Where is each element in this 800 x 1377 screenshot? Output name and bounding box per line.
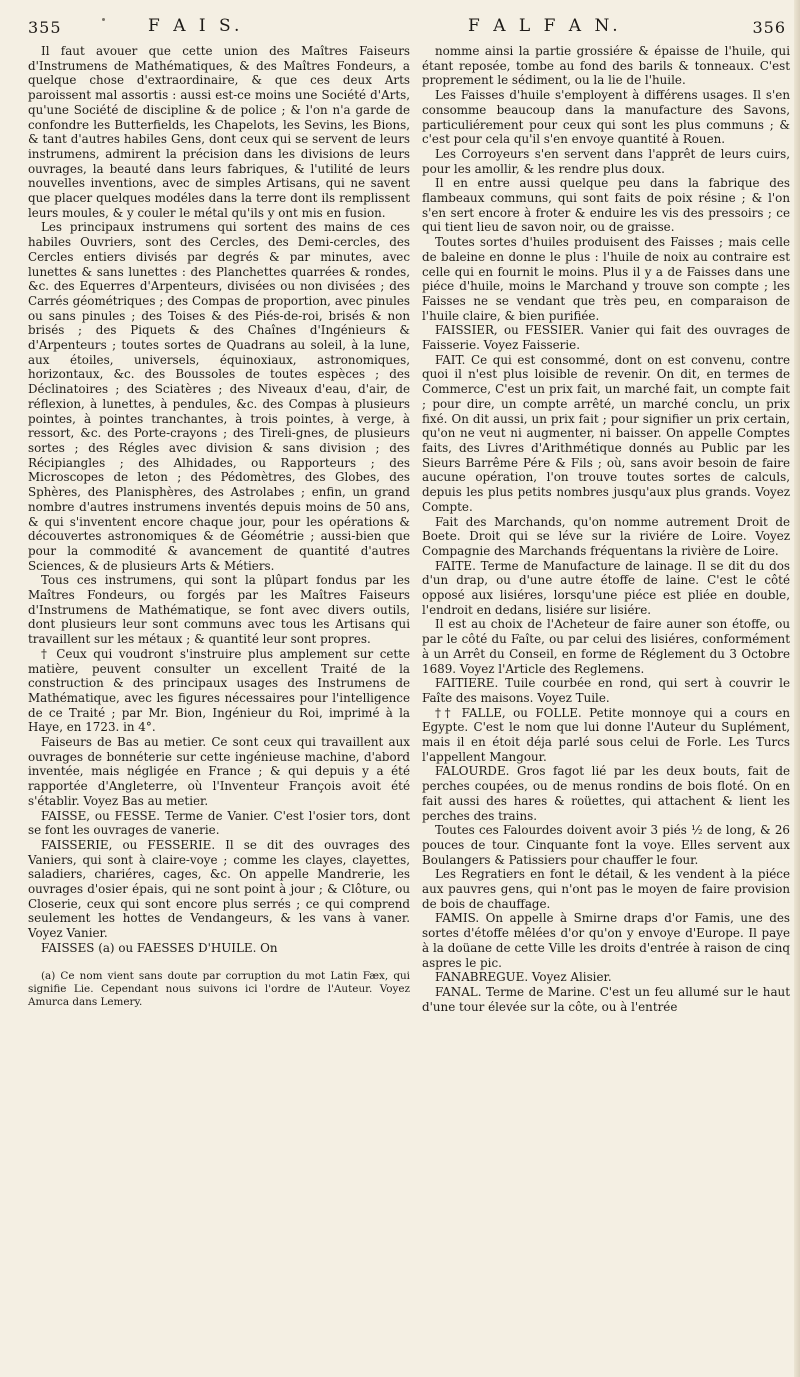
left-running-head: F A I S.: [148, 16, 244, 36]
paragraph: FAMIS. On appelle à Smirne draps d'or Famis, une des sortes d'étoffe mêlées d'or qu'on y envoye d'Europe. Il paye à la doüane de cette Ville les droits d'entrée à raison de cinq aspres le pic.: [422, 911, 790, 970]
paragraph: Toutes sortes d'huiles produisent des Faisses ; mais celle de baleine en donne le plus : l'huile de noix au contraire est celle qui en fournit le moins. Plus il y a de Faisses dans une piéce d'huile, moins le Marchand y trouve son compte ; les Faisses ne se vendant que très peu, en comparaison de l'huile claire, & bien purifiée.: [422, 235, 790, 323]
paragraph: Les Faisses d'huile s'employent à différens usages. Il s'en consomme beaucoup dans la manufacture des Savons, particuliérement pour ceux qui sont les plus communs ; & c'est pour cela qu'il s'en envoye quantité à Rouen.: [422, 88, 790, 147]
paragraph: nomme ainsi la partie grossiére & épaisse de l'huile, qui étant reposée, tombe au fond des barils & tonneaux. C'est proprement le sédiment, ou la lie de l'huile.: [422, 44, 790, 88]
right-running-head: F A L F A N.: [468, 16, 622, 36]
left-text-column: [28, 44, 410, 1010]
paragraph: Les principaux instrumens qui sortent des mains de ces habiles Ouvriers, sont des Cercles, des Demi-cercles, des Cercles entiers divisés par degrés & par minutes, avec lunettes & sans lunettes : des Planchettes quarrées & rondes, &c. des Equerres d'Arpenteurs, divisées ou non divisées ; des Carrés géométriques ; des Compas de proportion, avec pinules ou sans pinules ; des Toises & des Piés-de-roi, brisés & non brisés ; des Piquets & des Chaînes d'Ingénieurs & d'Arpenteurs ; toutes sortes de Quadrans au soleil, à la lune, aux étoiles, universels, équinoxiaux, astronomiques, horizontaux, &c. des Boussoles de toutes espèces ; des Déclinatoires ; des Sciatères ; des Niveaux d'eau, d'air, de réflexion, à lunettes, à pendules, &c. des Compas à plusieurs pointes, à pointes tranchantes, à trois pointes, à verge, à ressort, &c. des Porte-crayons ; des Tireli-gnes, de plusieurs sortes ; des Régles avec division & sans division ; des Récipiangles ; des Alhidades, ou Rapporteurs ; des Microscopes de leton ; des Pédomètres, des Globes, des Sphères, des Planisphères, des Astrolabes ; enfin, un grand nombre d'autres instrumens inventés depuis moins de 50 ans, & qui s'inventent encore chaque jour, pour les opérations & découvertes astronomiques & de Géométrie ; aussi-bien que pour la commodité & avancement de quantité d'autres Sciences, & de plusieurs Arts & Métiers.: [28, 220, 410, 573]
paragraph: Toutes ces Falourdes doivent avoir 3 piés ½ de long, & 26 pouces de tour. Cinquante font la voye. Elles servent aux Boulangers & Patissiers pour chauffer le four.: [422, 823, 790, 867]
paragraph: FANABREGUE. Voyez Alisier.: [435, 970, 612, 985]
paragraph: Il en entre aussi quelque peu dans la fabrique des flambeaux communs, qui sont faits de poix résine ; & l'on s'en sert encore à froter & enduire les vis des pressoirs ; ce qui tient lieu de savon noir, ou de graisse.: [422, 176, 790, 235]
paragraph: FANAL. Terme de Marine. C'est un feu allumé sur le haut d'une tour élevée sur la côte, ou à l'entrée: [422, 985, 790, 1014]
paragraph: FAITE. Terme de Manufacture de lainage. Il se dit du dos d'un drap, ou d'une autre étoffe de laine. C'est le côté opposé aux lisiéres, lorsqu'une piéce est pliée en double, l'endroit en dedans, lisiére sur lisiére.: [422, 558, 790, 617]
paragraph: Les Regratiers en font le détail, & les vendent à la piéce aux pauvres gens, qui n'ont pas le moyen de faire provision de bois de chauffage.: [422, 867, 790, 911]
paragraph: Fait des Marchands, qu'on nomme autrement Droit de Boete. Droit qui se léve sur la riviére de Loire. Voyez Compagnie des Marchands fréquentans la rivière de Loire.: [422, 514, 790, 558]
left-page-header: [28, 12, 408, 42]
paragraph: †† FALLE, ou FOLLE. Petite monnoye qui a cours en Egypte. C'est le nom que lui donne l'Auteur du Suplément, mais il en étoit déja parlé sous celui de Forle. Les Turcs l'appellent Mangour.: [422, 705, 790, 764]
paragraph: FAIT. Ce qui est consommé, dont on est convenu, contre quoi il n'est plus loisible de revenir. On dit, en termes de Commerce, C'est un prix fait, un marché fait, un compte fait ; pour dire, un compte arrêté, un marché conclu, un prix fixé. On dit aussi, un prix fait ; pour signifier un prix certain, qu'on ne veut ni augmenter, ni baisser. On appelle Comptes faits, des Livres d'Arithmétique donnés au Public par les Sieurs Barrême Pére & Fils ; où, sans avoir besoin de faire aucune opération, l'on trouve toutes sortes de calculs, depuis les plus petits nombres jusqu'aux plus grands. Voyez Compte.: [422, 352, 790, 514]
paragraph: FAISSERIE, ou FESSERIE. Il se dit des ouvrages des Vaniers, qui sont à claire-voye ; comme les clayes, clayettes, saladiers, chariéres, cages, &c. On appelle Mandrerie, les ouvrages d'osier épais, qui ne sont point à jour ; & Clôture, ou Closerie, ceux qui sont encore plus serrés ; ce qui comprend seulement les hottes de Vendangeurs, & les vans à vaner. Voyez Vanier.: [28, 837, 410, 941]
paragraph: FAITIERE. Tuile courbée en rond, qui sert à couvrir le Faîte des maisons. Voyez Tuile.: [422, 676, 790, 705]
footnote-text: (a) Ce nom vient sans doute par corruption du mot Latin Fæx, qui signifie Lie. Cependant nous suivons ici l'ordre de l'Auteur. Voyez Amurca dans Lemery.: [28, 969, 410, 1009]
paragraph: FALOURDE. Gros fagot lié par les deux bouts, fait de perches coupées, ou de menus rondins de bois floté. On en fait aussi des hares & roüettes, qui attachent & lient les perches des trains.: [422, 764, 790, 823]
footnote: [28, 970, 410, 1010]
right-page-header: [418, 12, 790, 42]
paragraph: † Ceux qui voudront s'instruire plus amplement sur cette matière, peuvent consulter un excellent Traité de la construction & des principaux usages des Instrumens de Mathématique, avec les figures nécessaires pour l'intelligence de ce Traité ; par Mr. Bion, Ingénieur du Roi, imprimé à la Haye, en 1723. in 4°.: [28, 646, 410, 735]
right-text-column: [422, 44, 790, 1014]
right-page-number: 356: [752, 18, 786, 37]
paragraph: Faiseurs de Bas au metier. Ce sont ceux qui travaillent aux ouvrages de bonnéterie sur cette ingénieuse machine, d'abord inventée, mais négligée en France ; & qui depuis y a été rapportée d'Angleterre, où l'Inventeur François avoit été s'établir. Voyez Bas au metier.: [28, 735, 410, 808]
paragraph: Il faut avouer que cette union des Maîtres Faiseurs d'Instrumens de Mathématiques, & des Maîtres Fondeurs, a quelque chose d'extraordinaire, & que ces deux Arts paroissent mal assortis : aussi est-ce moins une Société d'Arts, qu'une Société de discipline & de police ; & l'on n'a garde de confondre les Butterfields, les Chapelots, les Sevins, les Bions, & tant d'autres habiles Gens, dont ceux qui se servent de leurs instrumens, admirent la précision dans les divisions de leurs ouvrages, la beauté dans leurs fabriques, & l'utilité de leurs nouvelles inventions, avec de simples Artisans, qui ne savent que placer quelques modéles dans la terre dont ils remplissent leurs moules, & y couler le métal qu'ils y ont mis en fusion.: [28, 44, 410, 220]
left-page-number: 355: [28, 18, 62, 37]
paragraph: Tous ces instrumens, qui sont la plûpart fondus par les Maîtres Fondeurs, ou forgés par les Maîtres Faiseurs d'Instrumens de Mathématique, se font avec divers outils, dont plusieurs leur sont communs avec tous les Artisans qui travaillent sur les métaux ; & quantité leur sont propres.: [28, 573, 410, 647]
paragraph: FAISSE, ou FESSE. Terme de Vanier. C'est l'osier tors, dont se font les ouvrages de vanerie.: [28, 808, 410, 838]
paragraph: FAISSES (a) ou FAESSES D'HUILE. On: [41, 940, 278, 955]
paragraph: Il est au choix de l'Acheteur de faire auner son étoffe, ou par le côté du Faîte, ou par celui des lisiéres, conformément à un Arrêt du Conseil, en forme de Réglement du 3 Octobre 1689. Voyez l'Article des Reglemens.: [422, 617, 790, 676]
page-edge-shadow: [794, 0, 800, 1377]
paragraph: Les Corroyeurs s'en servent dans l'apprêt de leurs cuirs, pour les amollir, & les rendre plus doux.: [422, 146, 790, 176]
paragraph: FAISSIER, ou FESSIER. Vanier qui fait des ouvrages de Faisserie. Voyez Faisserie.: [422, 323, 790, 353]
ink-speck: [102, 18, 105, 21]
